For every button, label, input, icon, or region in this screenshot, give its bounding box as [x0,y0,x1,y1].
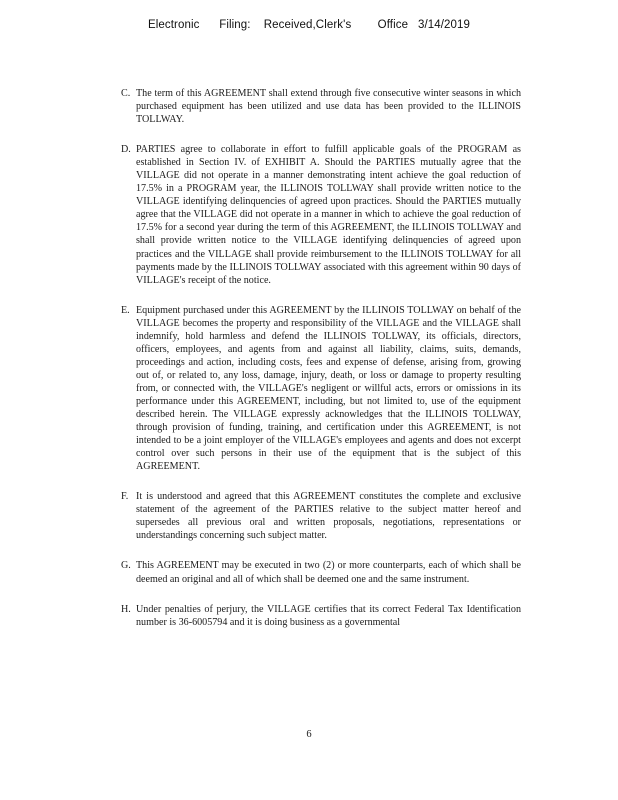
paragraph-text: Equipment purchased under this AGREEMENT by the ILLINOIS TOLLWAY on behalf of the VILLAGE becomes the property and responsibility of the VILLAGE and the VILLAGE shall indemnify, hold harmless and defend the ILLINOIS TOLLWAY, its officials, directors, officers, employees, and agents from and against all liability, claims, suits, demands, proceedings and action, including costs, fees and expense of defense, arising from, growing out of, or related to, any loss, damage, injury, death, or loss or damage to property resulting from, or connected with, the VILLAGE's negligent or willful acts, errors or omissions in its performance under this AGREEMENT, including, but not limited to, use of the equipment described herein. The VILLAGE expressly acknowledges that the ILLINOIS TOLLWAY, through provision of funding, training, and certification under this AGREEMENT, is not intended to be a joint employer of the VILLAGE's employees and agents and does not excerpt control over such persons in their use of the equipment that is the subject of this AGREEMENT. [136,304,521,473]
paragraph-letter: H. [121,603,131,615]
paragraph-text: Under penalties of perjury, the VILLAGE certifies that its correct Federal Tax Identification number is 36-6005794 and it is doing business as a governmental [136,603,521,628]
paragraph-letter: C. [121,88,131,99]
filing-header: Electronic Filing: Received,Clerk's Office 3/14/2019 [147,19,471,31]
paragraph-text: It is understood and agreed that this AGREEMENT constitutes the complete and exclusive statement of the agreement of the PARTIES relative to the subject matter hereof and supersedes all previous oral and written proposals, negotiations, representations or understandings concerning such subject matter. [136,491,521,542]
paragraph-text: This AGREEMENT may be executed in two (2) or more counterparts, each of which shall be deemed an original and all of which shall be deemed one and the same instrument. [136,560,521,585]
paragraph-letter: G. [121,560,131,572]
paragraph-g [121,559,521,585]
paragraph-letter: D. [121,144,131,156]
paragraph-letter: E. [121,304,130,316]
document-body [121,87,521,629]
paragraph-h [121,603,521,629]
paragraph-text: The term of this AGREEMENT shall extend through five consecutive winter seasons in which purchased equipment has been utilized and use data has been provided to the ILLINOIS TOLLWAY. [136,88,521,126]
paragraph-d [121,143,521,287]
paragraph-letter: F. [121,491,129,503]
page-number: 6 [306,729,312,740]
paragraph-f [121,490,521,542]
paragraph-c [121,87,521,126]
paragraph-text: PARTIES agree to collaborate in effort to fulfill applicable goals of the PROGRAM as established in Section IV. of EXHIBIT A. Should the PARTIES mutually agree that the VILLAGE did not operate in a manner demonstrating intent achieve the goal reduction of 17.5% in a PROGRAM year, the ILLINOIS TOLLWAY shall provide written notice to the VILLAGE identifying delinquencies of agreed upon practices. Should the PARTIES mutually agree that the VILLAGE did not operate in a manner in which to achieve the goal reduction of 17.5% for a second year during the term of this AGREEMENT, the ILLINOIS TOLLWAY and shall provide written notice to the VILLAGE identifying delinquencies of agreed upon practices and the VILLAGE shall provide reimbursement to the ILLINOIS TOLLWAY for all payments made by the ILLINOIS TOLLWAY associated with this agreement within 90 days of VILLAGE's receipt of the notice. [136,144,521,286]
paragraph-e [121,304,521,474]
